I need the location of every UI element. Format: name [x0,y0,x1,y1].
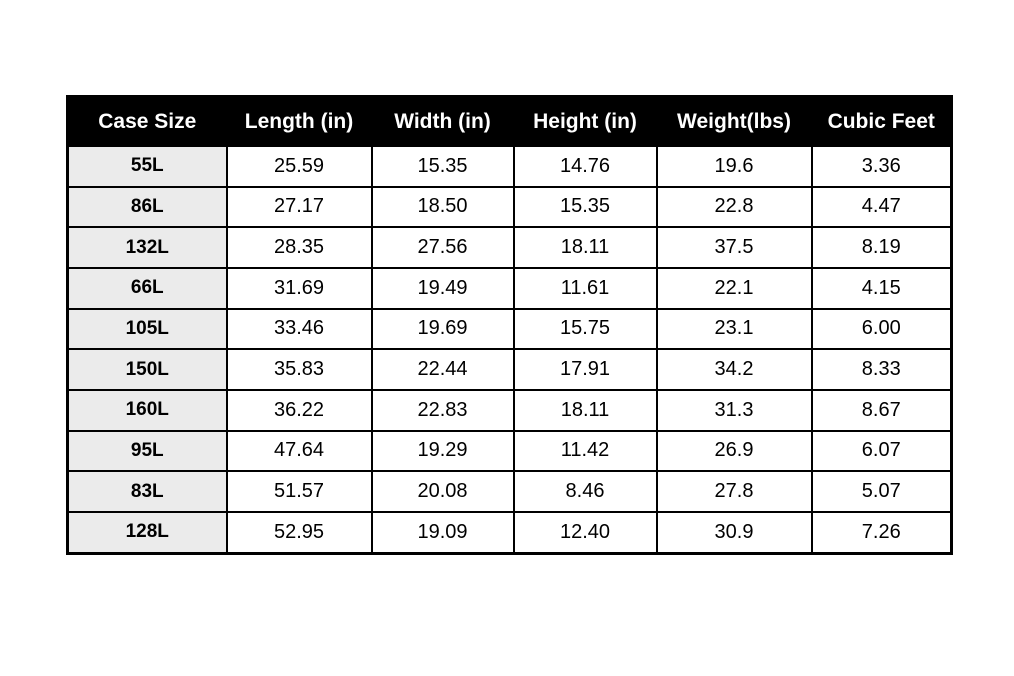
weight-cell: 34.2 [657,349,812,390]
weight-cell: 31.3 [657,390,812,431]
case-size-spec-table [66,95,953,555]
height-cell: 8.46 [514,471,657,512]
length-cell: 51.57 [227,471,372,512]
width-cell: 19.69 [372,309,514,350]
height-cell: 15.75 [514,309,657,350]
header-case-size: Case Size [68,97,227,147]
height-cell: 11.61 [514,268,657,309]
table-row [68,431,952,472]
height-cell: 14.76 [514,146,657,187]
length-cell: 33.46 [227,309,372,350]
case-size-cell: 105L [68,309,227,350]
width-cell: 15.35 [372,146,514,187]
weight-cell: 19.6 [657,146,812,187]
height-cell: 15.35 [514,187,657,228]
table-row [68,390,952,431]
length-cell: 27.17 [227,187,372,228]
width-cell: 19.09 [372,512,514,554]
case-size-cell: 128L [68,512,227,554]
case-size-cell: 55L [68,146,227,187]
height-cell: 12.40 [514,512,657,554]
case-size-cell: 83L [68,471,227,512]
header-height-in: Height (in) [514,97,657,147]
height-cell: 11.42 [514,431,657,472]
cubic-feet-cell: 4.47 [812,187,952,228]
table-row [68,268,952,309]
table-row [68,512,952,554]
table-header-row [68,97,952,147]
table-row [68,349,952,390]
weight-cell: 27.8 [657,471,812,512]
width-cell: 19.29 [372,431,514,472]
cubic-feet-cell: 4.15 [812,268,952,309]
table-row [68,187,952,228]
header-length-in: Length (in) [227,97,372,147]
table-row [68,471,952,512]
weight-cell: 22.1 [657,268,812,309]
length-cell: 47.64 [227,431,372,472]
cubic-feet-cell: 8.67 [812,390,952,431]
case-size-cell: 86L [68,187,227,228]
cubic-feet-cell: 6.00 [812,309,952,350]
length-cell: 25.59 [227,146,372,187]
table-row [68,146,952,187]
width-cell: 18.50 [372,187,514,228]
cubic-feet-cell: 8.33 [812,349,952,390]
weight-cell: 23.1 [657,309,812,350]
table-row [68,309,952,350]
case-size-cell: 150L [68,349,227,390]
width-cell: 22.83 [372,390,514,431]
width-cell: 19.49 [372,268,514,309]
length-cell: 31.69 [227,268,372,309]
weight-cell: 26.9 [657,431,812,472]
table-row [68,227,952,268]
case-size-cell: 95L [68,431,227,472]
width-cell: 27.56 [372,227,514,268]
case-size-cell: 132L [68,227,227,268]
length-cell: 52.95 [227,512,372,554]
cubic-feet-cell: 3.36 [812,146,952,187]
height-cell: 18.11 [514,227,657,268]
length-cell: 28.35 [227,227,372,268]
height-cell: 18.11 [514,390,657,431]
length-cell: 36.22 [227,390,372,431]
case-size-cell: 66L [68,268,227,309]
header-cubic-feet: Cubic Feet [812,97,952,147]
cubic-feet-cell: 8.19 [812,227,952,268]
header-weight-lbs: Weight(lbs) [657,97,812,147]
cubic-feet-cell: 6.07 [812,431,952,472]
header-width-in: Width (in) [372,97,514,147]
width-cell: 22.44 [372,349,514,390]
cubic-feet-cell: 7.26 [812,512,952,554]
weight-cell: 37.5 [657,227,812,268]
length-cell: 35.83 [227,349,372,390]
width-cell: 20.08 [372,471,514,512]
weight-cell: 30.9 [657,512,812,554]
cubic-feet-cell: 5.07 [812,471,952,512]
case-size-cell: 160L [68,390,227,431]
height-cell: 17.91 [514,349,657,390]
weight-cell: 22.8 [657,187,812,228]
